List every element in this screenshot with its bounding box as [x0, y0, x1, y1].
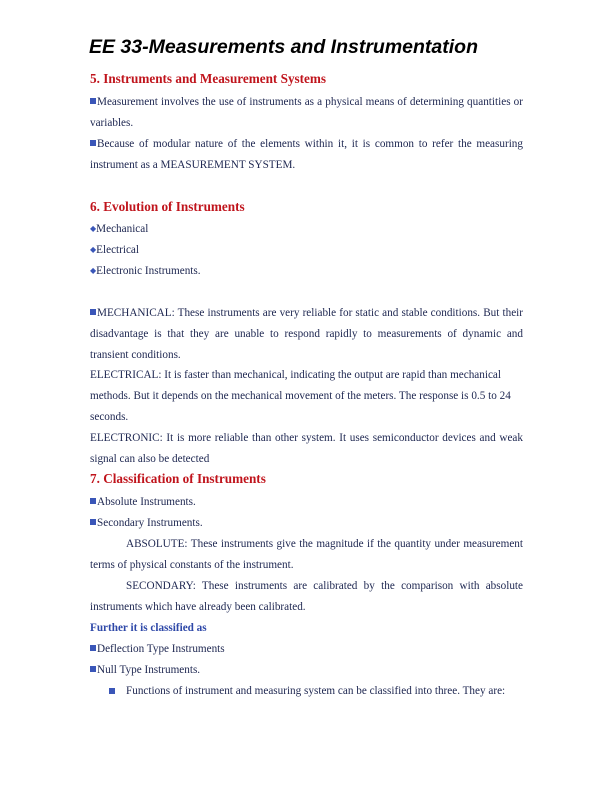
- paragraph-electronic: ELECTRONIC: It is more reliable than other system. It uses semiconductor devices and weak signal can also be detected: [90, 432, 523, 465]
- square-bullet-icon: [90, 140, 96, 146]
- paragraph-mechanical: MECHANICAL: These instruments are very reliable for static and stable conditions. But their disadvantage is that they are unable to respond rapidly to measurements of dynamic and transient conditions.: [90, 307, 523, 361]
- paragraph-functions: Functions of instrument and measuring system can be classified into three. They are:: [126, 685, 506, 697]
- subheading-further: Further it is classified as: [90, 622, 207, 634]
- paragraph: Because of modular nature of the elements within it, it is common to refer the measuring instrument as a MEASUREMENT SYSTEM.: [90, 138, 523, 171]
- list-item: Secondary Instruments.: [90, 513, 523, 534]
- square-bullet-icon: [90, 645, 96, 651]
- square-bullet-icon: [109, 688, 115, 694]
- list-item: Null Type Instruments.: [90, 660, 523, 681]
- diamond-bullet-icon: ◆: [90, 244, 97, 254]
- square-bullet-icon: [90, 98, 96, 104]
- list-item: Deflection Type Instruments: [90, 639, 523, 660]
- square-bullet-icon: [90, 309, 96, 315]
- paragraph: Measurement involves the use of instruments as a physical means of determining quantities or variables.: [90, 96, 523, 129]
- diamond-bullet-icon: ◆: [90, 265, 97, 275]
- heading-section-6: 6. Evolution of Instruments: [90, 199, 245, 214]
- list-item: ◆Electrical: [90, 243, 140, 256]
- square-bullet-icon: [90, 519, 96, 525]
- paragraph-secondary: SECONDARY: These instruments are calibrated by the comparison with absolute instruments which have already been calibrated.: [90, 580, 523, 613]
- evolution-list: [90, 219, 523, 282]
- square-bullet-icon: [90, 498, 96, 504]
- paragraph-electrical: ELECTRICAL: It is faster than mechanical, indicating the output are rapid than mechanical methods. But it depends on the mechanical movement of the meters. The response is 0.5 to 24 seconds.: [90, 369, 511, 423]
- list-item: Absolute Instruments.: [90, 492, 523, 513]
- heading-section-7: 7. Classification of Instruments: [90, 471, 266, 486]
- square-bullet-icon: [90, 666, 96, 672]
- document-title: EE 33-Measurements and Instrumentation: [89, 36, 479, 58]
- list-item: ◆Mechanical: [90, 223, 149, 235]
- heading-section-5: 5. Instruments and Measurement Systems: [90, 71, 327, 86]
- list-item: ◆Electronic Instruments.: [90, 264, 201, 277]
- paragraph-absolute: ABSOLUTE: These instruments give the magnitude if the quantity under measurement terms of physical constants of the instrument.: [90, 538, 523, 571]
- classification-list: [90, 492, 523, 534]
- type-list: [90, 639, 523, 681]
- diamond-bullet-icon: ◆: [90, 224, 97, 233]
